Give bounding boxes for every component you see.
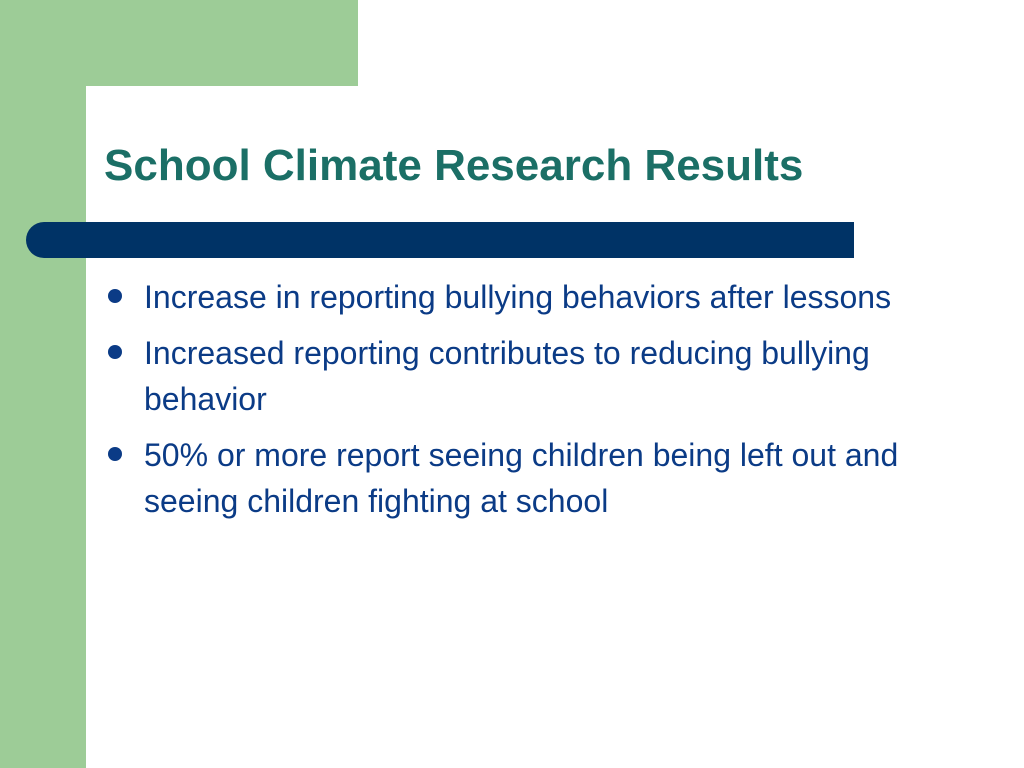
green-side-band (0, 0, 86, 768)
title-underline-bar (26, 222, 854, 258)
green-top-band (0, 0, 358, 86)
bullet-text: 50% or more report seeing children being left out and seeing children fighting at school (144, 437, 899, 519)
bullet-list (104, 274, 964, 534)
bullet-item (104, 432, 964, 524)
bullet-dot-icon (108, 447, 122, 461)
bullet-item (104, 330, 964, 422)
slide-title: School Climate Research Results (104, 141, 804, 190)
bullet-text: Increased reporting contributes to reducing bullying behavior (144, 335, 870, 417)
bullet-dot-icon (108, 289, 122, 303)
bullet-dot-icon (108, 345, 122, 359)
bullet-text: Increase in reporting bullying behaviors after lessons (144, 279, 892, 315)
bullet-item (104, 274, 964, 320)
